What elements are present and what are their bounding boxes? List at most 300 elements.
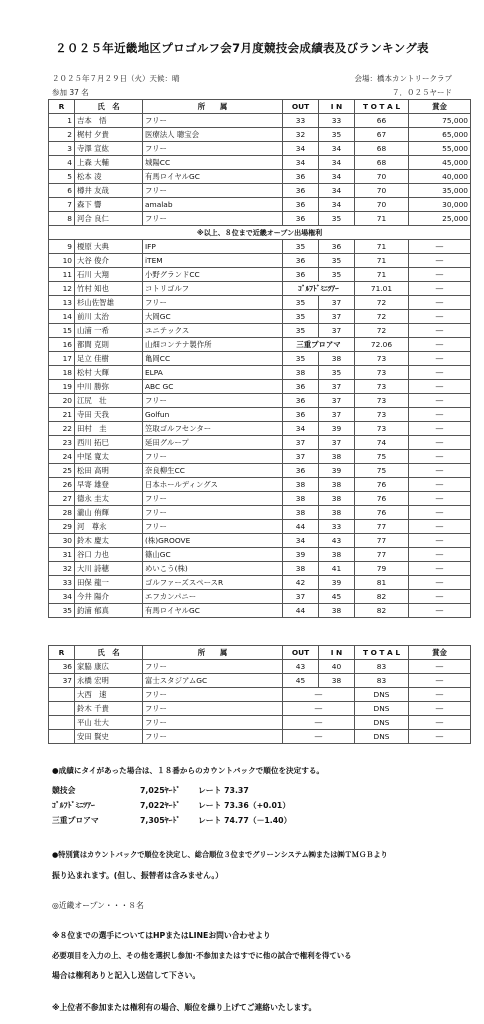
out-score-cell: 36: [283, 464, 319, 478]
affiliation-cell: ELPA: [143, 366, 283, 380]
prize-cell: ―: [409, 380, 471, 394]
total-score-cell: 75: [355, 464, 409, 478]
total-score-cell: 68: [355, 156, 409, 170]
rank-cell: 12: [49, 282, 75, 296]
affiliation-cell: 延田グループ: [143, 436, 283, 450]
out-score-cell: 36: [283, 408, 319, 422]
rank-cell: 22: [49, 422, 75, 436]
in-score-cell: 38: [319, 478, 355, 492]
total-score-cell: 70: [355, 170, 409, 184]
rating-line: [52, 800, 290, 811]
in-score-cell: 37: [319, 324, 355, 338]
in-score-cell: 37: [319, 296, 355, 310]
header-rank: R: [49, 646, 75, 660]
header-total: T O T A L: [355, 100, 409, 114]
player-name-cell: 山浦 一希: [75, 324, 143, 338]
rank-cell: [49, 716, 75, 730]
in-score-cell: 39: [319, 464, 355, 478]
table-row: [49, 450, 471, 464]
affiliation-cell: 小野グランドCC: [143, 268, 283, 282]
out-score-cell: 32: [283, 128, 319, 142]
in-score-cell: 40: [319, 660, 355, 674]
out-score-cell: 38: [283, 366, 319, 380]
table-row: [49, 492, 471, 506]
prize-cell: ―: [409, 520, 471, 534]
prize-cell: ―: [409, 548, 471, 562]
table-row: [49, 198, 471, 212]
participant-count: 参加 37 名: [52, 88, 89, 97]
affiliation-cell: フリー: [143, 212, 283, 226]
rank-cell: 24: [49, 450, 75, 464]
affiliation-cell: フリー: [143, 520, 283, 534]
affiliation-cell: エフカンパニー: [143, 590, 283, 604]
qualification-banner-row: [49, 226, 471, 240]
prize-cell: ―: [409, 408, 471, 422]
table-row: [49, 366, 471, 380]
affiliation-cell: フリー: [143, 114, 283, 128]
in-score-cell: 37: [319, 408, 355, 422]
total-score-cell: 73: [355, 408, 409, 422]
total-score-cell: DNS: [355, 730, 409, 744]
rank-cell: 36: [49, 660, 75, 674]
table-row: [49, 114, 471, 128]
prize-cell: 65,000: [409, 128, 471, 142]
in-score-cell: 34: [319, 198, 355, 212]
out-score-cell: 39: [283, 548, 319, 562]
affiliation-cell: ゴルファーズスペースR: [143, 576, 283, 590]
table-row: [49, 324, 471, 338]
header-out: OUT: [283, 100, 319, 114]
rank-cell: 9: [49, 240, 75, 254]
table-row: [49, 240, 471, 254]
table-row: [49, 170, 471, 184]
affiliation-cell: フリー: [143, 660, 283, 674]
special-prize-note-cont: 振り込まれます。(但し、振替者は含みません。）: [52, 871, 224, 880]
total-score-cell: 70: [355, 184, 409, 198]
total-score-cell: 74: [355, 436, 409, 450]
prize-cell: ―: [409, 688, 471, 702]
rank-cell: 31: [49, 548, 75, 562]
header-affiliation: 所 属: [143, 100, 283, 114]
header-rank: R: [49, 100, 75, 114]
affiliation-cell: フリー: [143, 184, 283, 198]
prize-cell: ―: [409, 296, 471, 310]
prize-cell: ―: [409, 366, 471, 380]
affiliation-cell: amalab: [143, 198, 283, 212]
qualification-banner: ※以上、８位まで近畿オープン出場権利: [49, 226, 471, 240]
player-name-cell: 永橋 宏明: [75, 674, 143, 688]
in-score-cell: 33: [319, 114, 355, 128]
out-score-cell: 42: [283, 576, 319, 590]
prize-cell: ―: [409, 702, 471, 716]
player-name-cell: 鈴木 千貴: [75, 702, 143, 716]
out-score-cell: 38: [283, 492, 319, 506]
total-score-cell: 83: [355, 660, 409, 674]
out-score-cell: 44: [283, 604, 319, 618]
in-score-cell: 34: [319, 156, 355, 170]
affiliation-cell: フリー: [143, 716, 283, 730]
player-name-cell: 瀧山 侑輝: [75, 506, 143, 520]
rank-cell: 6: [49, 184, 75, 198]
header-in: I N: [319, 100, 355, 114]
rank-cell: 17: [49, 352, 75, 366]
table-header-row: [49, 100, 471, 114]
table-row: [49, 576, 471, 590]
header-prize: 賞金: [409, 646, 471, 660]
rank-cell: 15: [49, 324, 75, 338]
special-event-cell: ｺﾞﾙﾌﾄﾞﾐﾆﾂｱｰ: [283, 282, 355, 296]
rank-cell: 19: [49, 380, 75, 394]
total-score-cell: 73: [355, 352, 409, 366]
contact-note-3: 場合は権利ありと記入し送信して下さい。: [52, 971, 201, 980]
table-row: [49, 730, 471, 744]
table-row: [49, 520, 471, 534]
table-row: [49, 604, 471, 618]
table-row: [49, 688, 471, 702]
out-score-cell: 35: [283, 310, 319, 324]
player-name-cell: 杉山佐智雄: [75, 296, 143, 310]
out-score-cell: 34: [283, 534, 319, 548]
rank-cell: 14: [49, 310, 75, 324]
prize-cell: ―: [409, 478, 471, 492]
player-name-cell: 早寄 雄登: [75, 478, 143, 492]
rank-cell: 29: [49, 520, 75, 534]
player-name-cell: 安田 賢史: [75, 730, 143, 744]
affiliation-cell: フリー: [143, 688, 283, 702]
total-score-cell: 72: [355, 324, 409, 338]
in-score-cell: 38: [319, 604, 355, 618]
rank-cell: 13: [49, 296, 75, 310]
out-score-cell: 38: [283, 506, 319, 520]
header-name: 氏 名: [75, 646, 143, 660]
total-score-cell: 77: [355, 520, 409, 534]
player-name-cell: 足立 佳樹: [75, 352, 143, 366]
in-score-cell: 45: [319, 590, 355, 604]
table-row: [49, 380, 471, 394]
out-score-cell: 36: [283, 212, 319, 226]
total-score-cell: 76: [355, 478, 409, 492]
in-score-cell: 35: [319, 366, 355, 380]
out-score-cell: 35: [283, 324, 319, 338]
in-score-cell: 39: [319, 576, 355, 590]
in-score-cell: 38: [319, 450, 355, 464]
out-score-cell: 36: [283, 184, 319, 198]
in-score-cell: 36: [319, 240, 355, 254]
player-name-cell: 德永 圭太: [75, 492, 143, 506]
out-score-cell: 36: [283, 394, 319, 408]
player-name-cell: 釣浦 郁真: [75, 604, 143, 618]
total-score-cell: 72: [355, 310, 409, 324]
affiliation-cell: 日本ホールディングス: [143, 478, 283, 492]
rank-cell: 21: [49, 408, 75, 422]
rank-cell: 33: [49, 576, 75, 590]
prize-cell: ―: [409, 506, 471, 520]
total-score-cell: 71: [355, 268, 409, 282]
table-row: [49, 310, 471, 324]
out-score-cell: 36: [283, 268, 319, 282]
prize-cell: ―: [409, 268, 471, 282]
header-out: OUT: [283, 646, 319, 660]
out-score-cell: 36: [283, 170, 319, 184]
player-name-cell: 松田 高明: [75, 464, 143, 478]
rank-cell: 37: [49, 674, 75, 688]
table-row: [49, 422, 471, 436]
affiliation-cell: 亀岡CC: [143, 352, 283, 366]
affiliation-cell: フリー: [143, 142, 283, 156]
player-name-cell: 松村 大輝: [75, 366, 143, 380]
prize-cell: ―: [409, 254, 471, 268]
player-name-cell: 今井 陽介: [75, 590, 143, 604]
player-name-cell: 梶村 夕貴: [75, 128, 143, 142]
table-row: [49, 660, 471, 674]
prize-cell: 25,000: [409, 212, 471, 226]
rank-cell: [49, 730, 75, 744]
player-name-cell: 平山 壮大: [75, 716, 143, 730]
in-score-cell: 35: [319, 212, 355, 226]
out-score-cell: 37: [283, 450, 319, 464]
player-name-cell: 榎原 大典: [75, 240, 143, 254]
rank-cell: 28: [49, 506, 75, 520]
total-score-cell: 67: [355, 128, 409, 142]
table-row: [49, 506, 471, 520]
player-name-cell: 上森 大輔: [75, 156, 143, 170]
prize-cell: 75,000: [409, 114, 471, 128]
affiliation-cell: フリー: [143, 394, 283, 408]
special-event-cell: 三重プロアマ: [283, 338, 355, 352]
out-score-cell: 36: [283, 380, 319, 394]
course-yardage: ７．０２５ヤード: [392, 88, 452, 97]
player-name-cell: 樽井 友哉: [75, 184, 143, 198]
player-name-cell: 松本 凌: [75, 170, 143, 184]
rating-yards: 7,022ﾔｰﾄﾞ: [140, 801, 181, 810]
affiliation-cell: 大岡GC: [143, 310, 283, 324]
total-score-cell: 72: [355, 296, 409, 310]
date-weather: ２０２５年７月２９日（火）天候：晴: [52, 74, 180, 83]
affiliation-cell: Golfun: [143, 408, 283, 422]
player-name-cell: 寺澤 宣紘: [75, 142, 143, 156]
carry-up-note: ※上位者不参加または権利有の場合、順位を繰り上げてご連絡いたします。: [52, 1003, 317, 1012]
table-row: [49, 282, 471, 296]
table-row: [49, 464, 471, 478]
in-score-cell: 34: [319, 170, 355, 184]
total-score-cell: 76: [355, 492, 409, 506]
player-name-cell: 森下 響: [75, 198, 143, 212]
out-score-cell: 36: [283, 198, 319, 212]
player-name-cell: 大西 速: [75, 688, 143, 702]
contact-note-1: ※８位までの選手についてはHPまたはLINEお問い合わせより: [52, 931, 271, 940]
out-in-cell: ―: [283, 688, 355, 702]
table-row: [49, 128, 471, 142]
prize-cell: ―: [409, 464, 471, 478]
table-row: [49, 394, 471, 408]
table-header-row: [49, 646, 471, 660]
rating-value: レート 73.37: [198, 786, 249, 795]
affiliation-cell: フリー: [143, 506, 283, 520]
prize-cell: ―: [409, 338, 471, 352]
total-score-cell: 73: [355, 422, 409, 436]
rank-cell: 8: [49, 212, 75, 226]
header-name: 氏 名: [75, 100, 143, 114]
out-score-cell: 44: [283, 520, 319, 534]
out-score-cell: 37: [283, 436, 319, 450]
affiliation-cell: コトリゴルフ: [143, 282, 283, 296]
in-score-cell: 38: [319, 548, 355, 562]
rank-cell: 20: [49, 394, 75, 408]
prize-cell: ―: [409, 590, 471, 604]
affiliation-cell: 山畑コンテナ製作所: [143, 338, 283, 352]
in-score-cell: 34: [319, 142, 355, 156]
in-score-cell: 34: [319, 184, 355, 198]
affiliation-cell: 医療法人 聰宝会: [143, 128, 283, 142]
rating-event: 三重プロアマ: [52, 816, 99, 825]
rating-value: レート 74.77（－1.40）: [198, 816, 292, 825]
in-score-cell: 33: [319, 520, 355, 534]
prize-cell: 45,000: [409, 156, 471, 170]
affiliation-cell: ユニテックス: [143, 324, 283, 338]
venue: 会場：橋本カントリークラブ: [354, 74, 452, 83]
page-title: ２０２５年近畿地区プロゴルフ会7月度競技会成績表及びランキング表: [55, 41, 429, 55]
rating-value: レート 73.36（+0.01）: [198, 801, 291, 810]
table-row: [49, 156, 471, 170]
prize-cell: ―: [409, 324, 471, 338]
player-name-cell: 河合 良仁: [75, 212, 143, 226]
total-score-cell: DNS: [355, 702, 409, 716]
total-score-cell: 71: [355, 240, 409, 254]
player-name-cell: 都間 克則: [75, 338, 143, 352]
prize-cell: ―: [409, 576, 471, 590]
rank-cell: 5: [49, 170, 75, 184]
total-score-cell: 83: [355, 674, 409, 688]
rank-cell: 32: [49, 562, 75, 576]
table-row: [49, 674, 471, 688]
results-table-lower: [48, 645, 471, 744]
total-score-cell: 72.06: [355, 338, 409, 352]
rank-cell: [49, 702, 75, 716]
affiliation-cell: iTEM: [143, 254, 283, 268]
in-score-cell: 38: [319, 506, 355, 520]
out-score-cell: 33: [283, 114, 319, 128]
affiliation-cell: 笠取ゴルフセンター: [143, 422, 283, 436]
out-in-cell: ―: [283, 702, 355, 716]
in-score-cell: 37: [319, 380, 355, 394]
rank-cell: 30: [49, 534, 75, 548]
out-score-cell: 38: [283, 478, 319, 492]
table-row: [49, 408, 471, 422]
affiliation-cell: フリー: [143, 492, 283, 506]
table-row: [49, 562, 471, 576]
rank-cell: 16: [49, 338, 75, 352]
table-row: [49, 436, 471, 450]
prize-cell: ―: [409, 660, 471, 674]
rank-cell: 27: [49, 492, 75, 506]
total-score-cell: 79: [355, 562, 409, 576]
total-score-cell: 71: [355, 254, 409, 268]
rank-cell: [49, 688, 75, 702]
affiliation-cell: 篠山GC: [143, 548, 283, 562]
in-score-cell: 35: [319, 128, 355, 142]
table-row: [49, 478, 471, 492]
rank-cell: 23: [49, 436, 75, 450]
total-score-cell: 75: [355, 450, 409, 464]
total-score-cell: 76: [355, 506, 409, 520]
rank-cell: 7: [49, 198, 75, 212]
out-score-cell: 35: [283, 352, 319, 366]
in-score-cell: 38: [319, 674, 355, 688]
table-row: [49, 142, 471, 156]
table-row: [49, 590, 471, 604]
affiliation-cell: フリー: [143, 702, 283, 716]
out-in-cell: ―: [283, 716, 355, 730]
header-total: T O T A L: [355, 646, 409, 660]
in-score-cell: 35: [319, 268, 355, 282]
rank-cell: 3: [49, 142, 75, 156]
prize-cell: ―: [409, 674, 471, 688]
prize-cell: ―: [409, 436, 471, 450]
affiliation-cell: 有馬ロイヤルGC: [143, 604, 283, 618]
affiliation-cell: ABC GC: [143, 380, 283, 394]
out-score-cell: 38: [283, 562, 319, 576]
total-score-cell: 71: [355, 212, 409, 226]
rank-cell: 4: [49, 156, 75, 170]
rank-cell: 25: [49, 464, 75, 478]
rating-yards: 7,025ﾔｰﾄﾞ: [140, 786, 181, 795]
prize-cell: ―: [409, 240, 471, 254]
table-row: [49, 352, 471, 366]
player-name-cell: 吉本 悟: [75, 114, 143, 128]
player-name-cell: 河 尊永: [75, 520, 143, 534]
in-score-cell: 37: [319, 310, 355, 324]
total-score-cell: 71.01: [355, 282, 409, 296]
prize-cell: ―: [409, 394, 471, 408]
total-score-cell: 77: [355, 548, 409, 562]
prize-cell: 55,000: [409, 142, 471, 156]
affiliation-cell: 有馬ロイヤルGC: [143, 170, 283, 184]
table-row: [49, 268, 471, 282]
affiliation-cell: 城陽CC: [143, 156, 283, 170]
affiliation-cell: めいこう(株): [143, 562, 283, 576]
in-score-cell: 35: [319, 254, 355, 268]
table-row: [49, 254, 471, 268]
affiliation-cell: フリー: [143, 450, 283, 464]
rank-cell: 34: [49, 590, 75, 604]
player-name-cell: 大川 詩穂: [75, 562, 143, 576]
header-affiliation: 所 属: [143, 646, 283, 660]
out-score-cell: 37: [283, 590, 319, 604]
player-name-cell: 田村 圭: [75, 422, 143, 436]
out-score-cell: 35: [283, 296, 319, 310]
player-name-cell: 田保 龍一: [75, 576, 143, 590]
affiliation-cell: IFP: [143, 240, 283, 254]
out-score-cell: 36: [283, 254, 319, 268]
in-score-cell: 37: [319, 394, 355, 408]
total-score-cell: 77: [355, 534, 409, 548]
table-row: [49, 338, 471, 352]
table-row: [49, 716, 471, 730]
affiliation-cell: フリー: [143, 730, 283, 744]
tie-break-note: ●成績にタイがあった場合は、１８番からのカウントバックで順位を決定する。: [52, 766, 325, 775]
prize-cell: ―: [409, 604, 471, 618]
player-name-cell: 江尻 壮: [75, 394, 143, 408]
player-name-cell: 中尾 寛太: [75, 450, 143, 464]
prize-cell: 35,000: [409, 184, 471, 198]
rating-event: 競技会: [52, 786, 76, 795]
total-score-cell: 73: [355, 380, 409, 394]
rank-cell: 35: [49, 604, 75, 618]
prize-cell: ―: [409, 282, 471, 296]
rank-cell: 10: [49, 254, 75, 268]
table-row: [49, 548, 471, 562]
in-score-cell: 38: [319, 492, 355, 506]
